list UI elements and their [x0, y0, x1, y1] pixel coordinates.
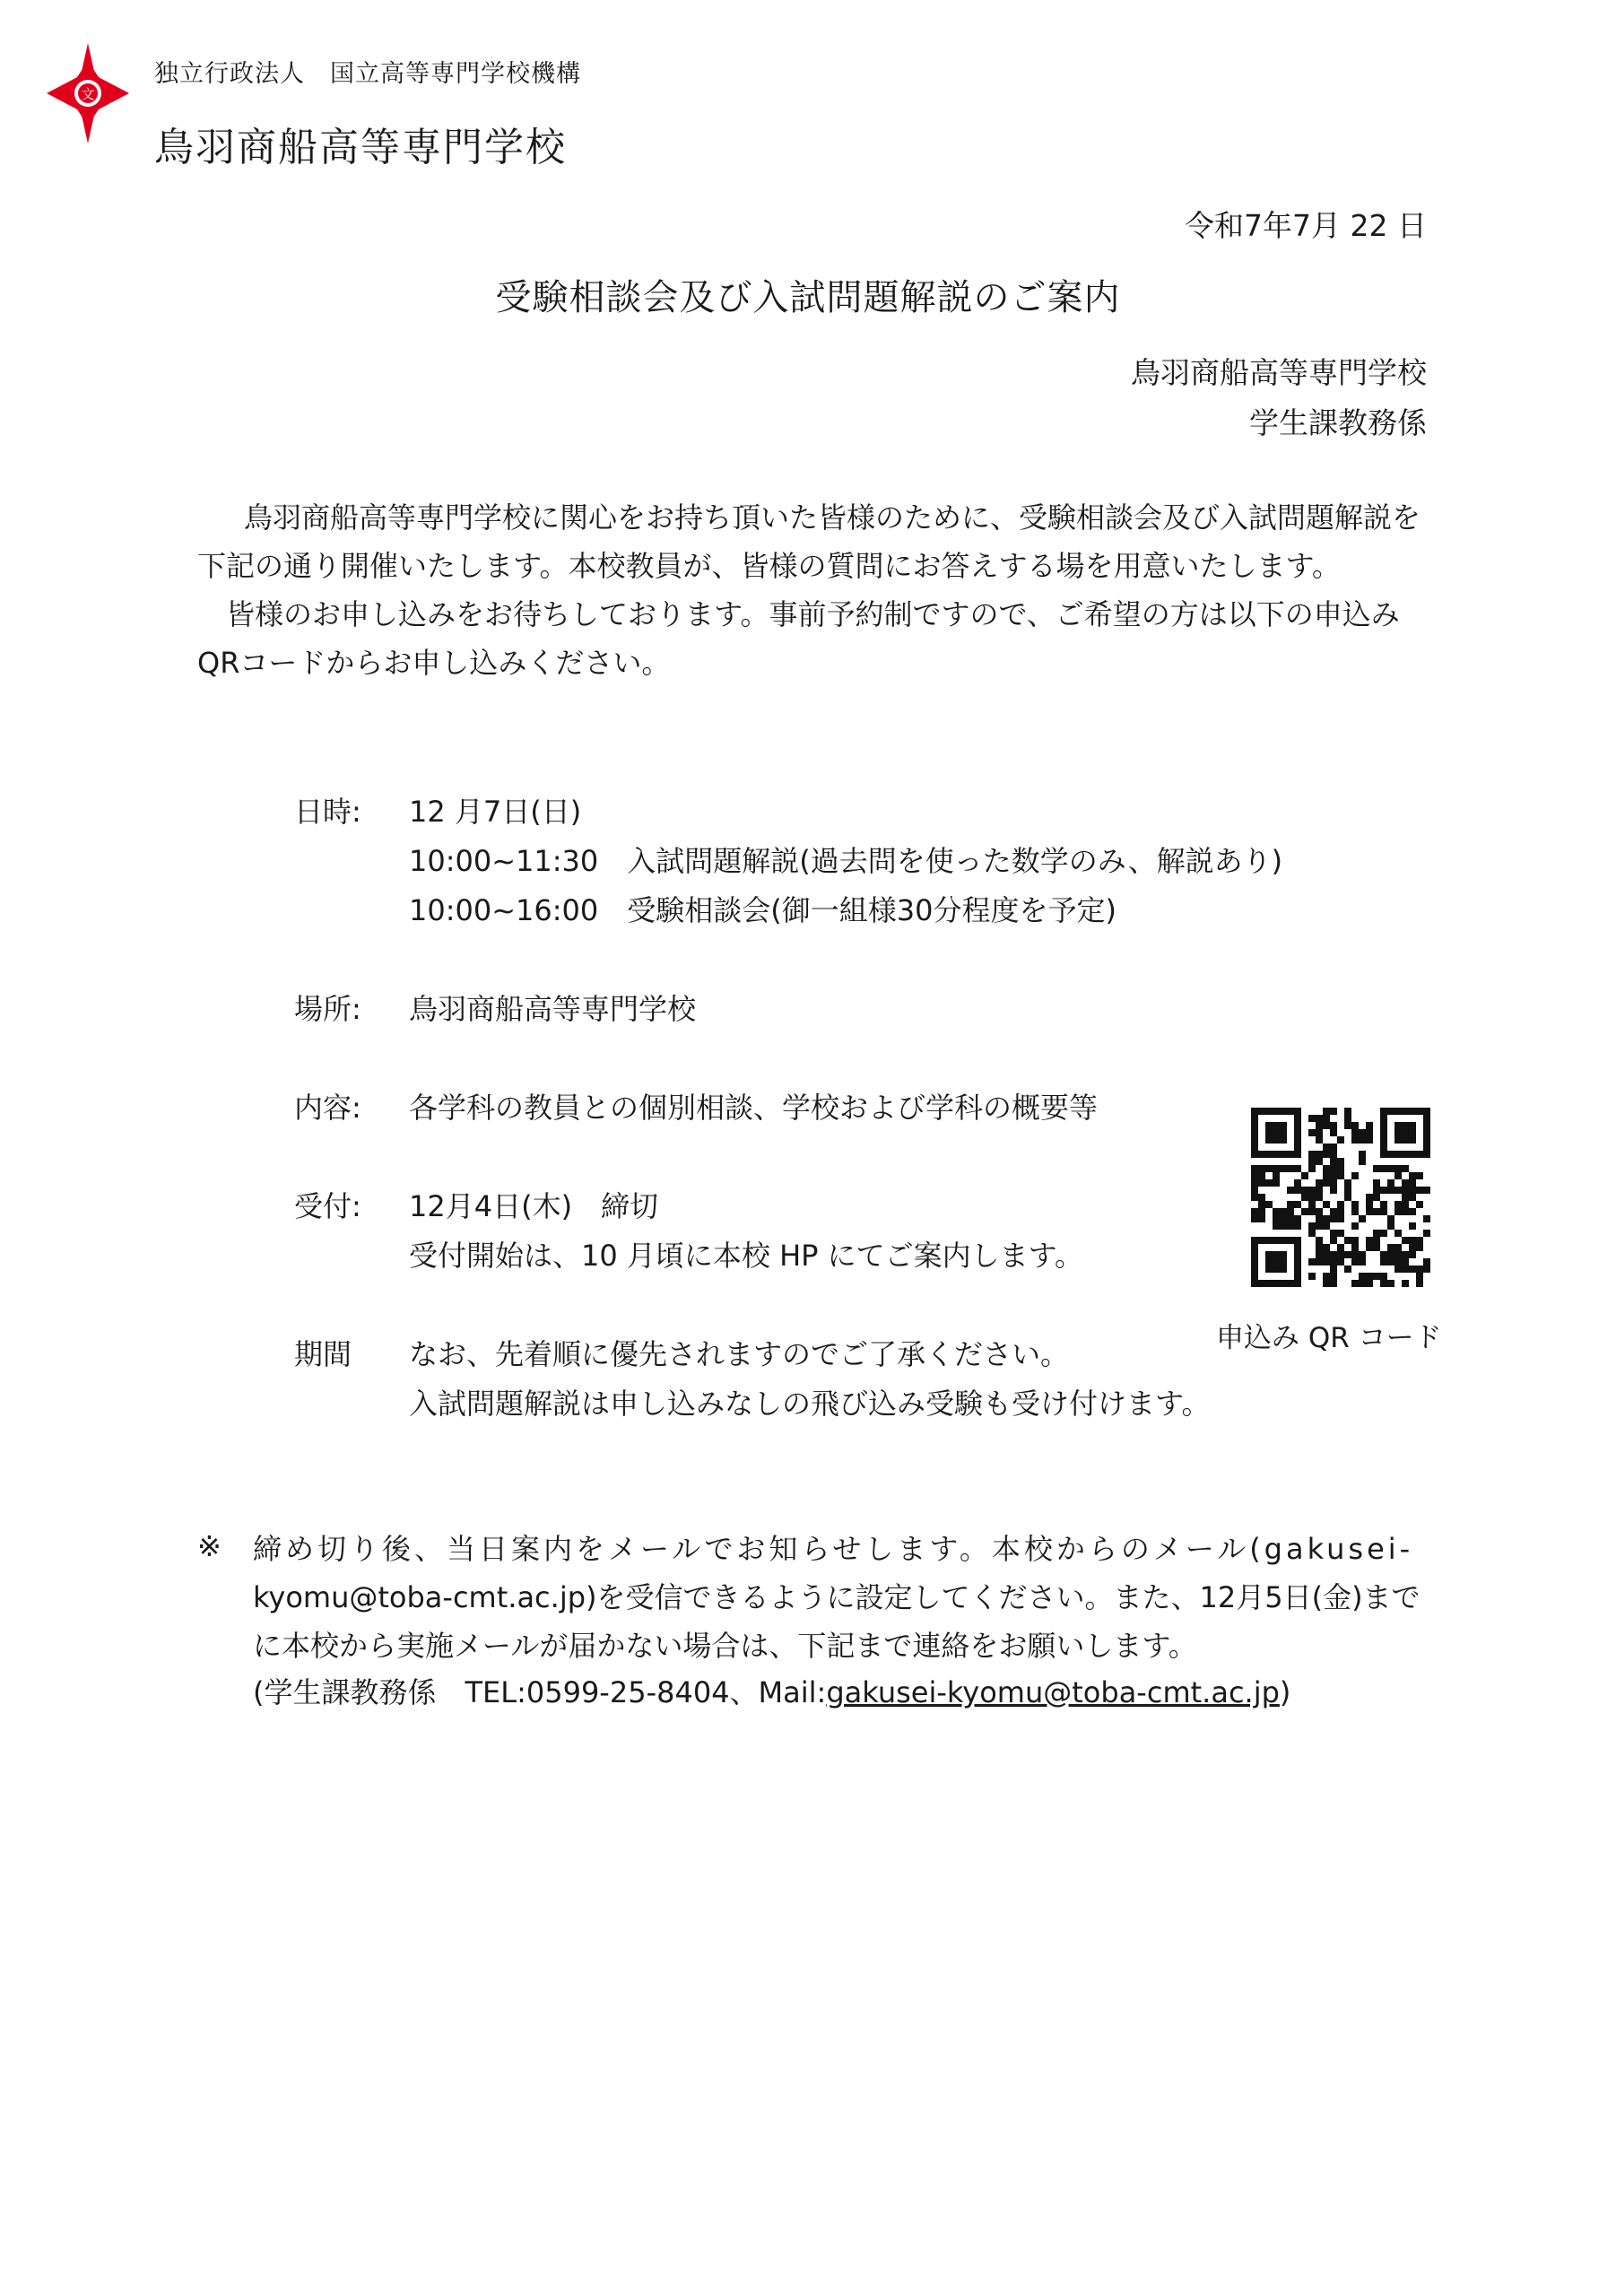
- reception-start: 受付開始は、10 月頃に本校 HP にてご案内します。: [409, 1239, 1084, 1273]
- qr-caption: 申込み QR コード: [1216, 1322, 1442, 1354]
- period-line-1: なお、先着順に優先されますのでご了承ください。: [409, 1337, 1070, 1371]
- note-text: [253, 1525, 1428, 1670]
- contact-email-link[interactable]: gakusei-kyomu@toba-cmt.ac.jp: [826, 1675, 1280, 1709]
- emblem-char: 文: [81, 86, 95, 102]
- note-contact: [253, 1670, 1290, 1711]
- sender-department: 学生課教務係: [1249, 405, 1427, 440]
- qr-code-icon[interactable]: [1251, 1108, 1430, 1287]
- datetime-date: 12 月7日(日): [409, 795, 582, 829]
- intro-paragraph-1: 鳥羽商船高等専門学校に関心をお持ち頂いた皆様のために、受験相談会及び入試問題解説を下記の通り開催いたします。本校教員が、皆様の質問にお答えする場を用意いたします。: [197, 500, 1421, 583]
- document-title: 受験相談会及び入試問題解説のご案内: [495, 277, 1121, 318]
- note-line-3: に本校から実施メールが届かない場合は、下記まで連絡をお願いします。: [253, 1629, 1197, 1663]
- school-emblem-icon: [47, 43, 129, 144]
- content-value: 各学科の教員との個別相談、学校および学科の概要等: [409, 1091, 1099, 1125]
- reception-deadline: 12月4日(木) 締切: [409, 1189, 659, 1223]
- note-line-2: kyomu@toba-cmt.ac.jp)を受信できるように設定してください。また、12月5日(金)まで: [253, 1580, 1421, 1614]
- organization-name: 独立行政法人 国立高等専門学校機構: [154, 60, 581, 88]
- content-label: 内容:: [294, 1091, 361, 1125]
- reception-label: 受付:: [294, 1189, 361, 1223]
- datetime-session-1: 10:00~11:30 入試問題解説(過去問を使った数学のみ、解説あり): [409, 844, 1283, 878]
- note-line-1: 締め切り後、当日案内をメールでお知らせします。本校からのメール(gakusei-: [253, 1532, 1414, 1566]
- datetime-label: 日時:: [294, 795, 361, 829]
- intro-paragraph-2: 皆様のお申し込みをお待ちしております。事前予約制ですので、ご希望の方は以下の申込み QRコードからお申し込みください。: [197, 597, 1400, 680]
- place-label: 場所:: [294, 992, 361, 1026]
- place-value: 鳥羽商船高等専門学校: [409, 992, 697, 1026]
- period-line-2: 入試問題解説は申し込みなしの飛び込み受験も受け付けます。: [409, 1387, 1211, 1421]
- period-label: 期間: [294, 1337, 352, 1371]
- school-name: 鳥羽商船高等専門学校: [154, 125, 567, 170]
- sender-school: 鳥羽商船高等専門学校: [1131, 355, 1427, 390]
- note-mark: ※: [197, 1529, 222, 1563]
- datetime-session-2: 10:00~16:00 受験相談会(御一組様30分程度を予定): [409, 893, 1116, 927]
- contact-suffix: ): [1279, 1675, 1291, 1709]
- contact-prefix: (学生課教務係 TEL:0599-25-8404、Mail:: [253, 1675, 827, 1709]
- document-date: 令和7年7月 22 日: [1185, 208, 1427, 243]
